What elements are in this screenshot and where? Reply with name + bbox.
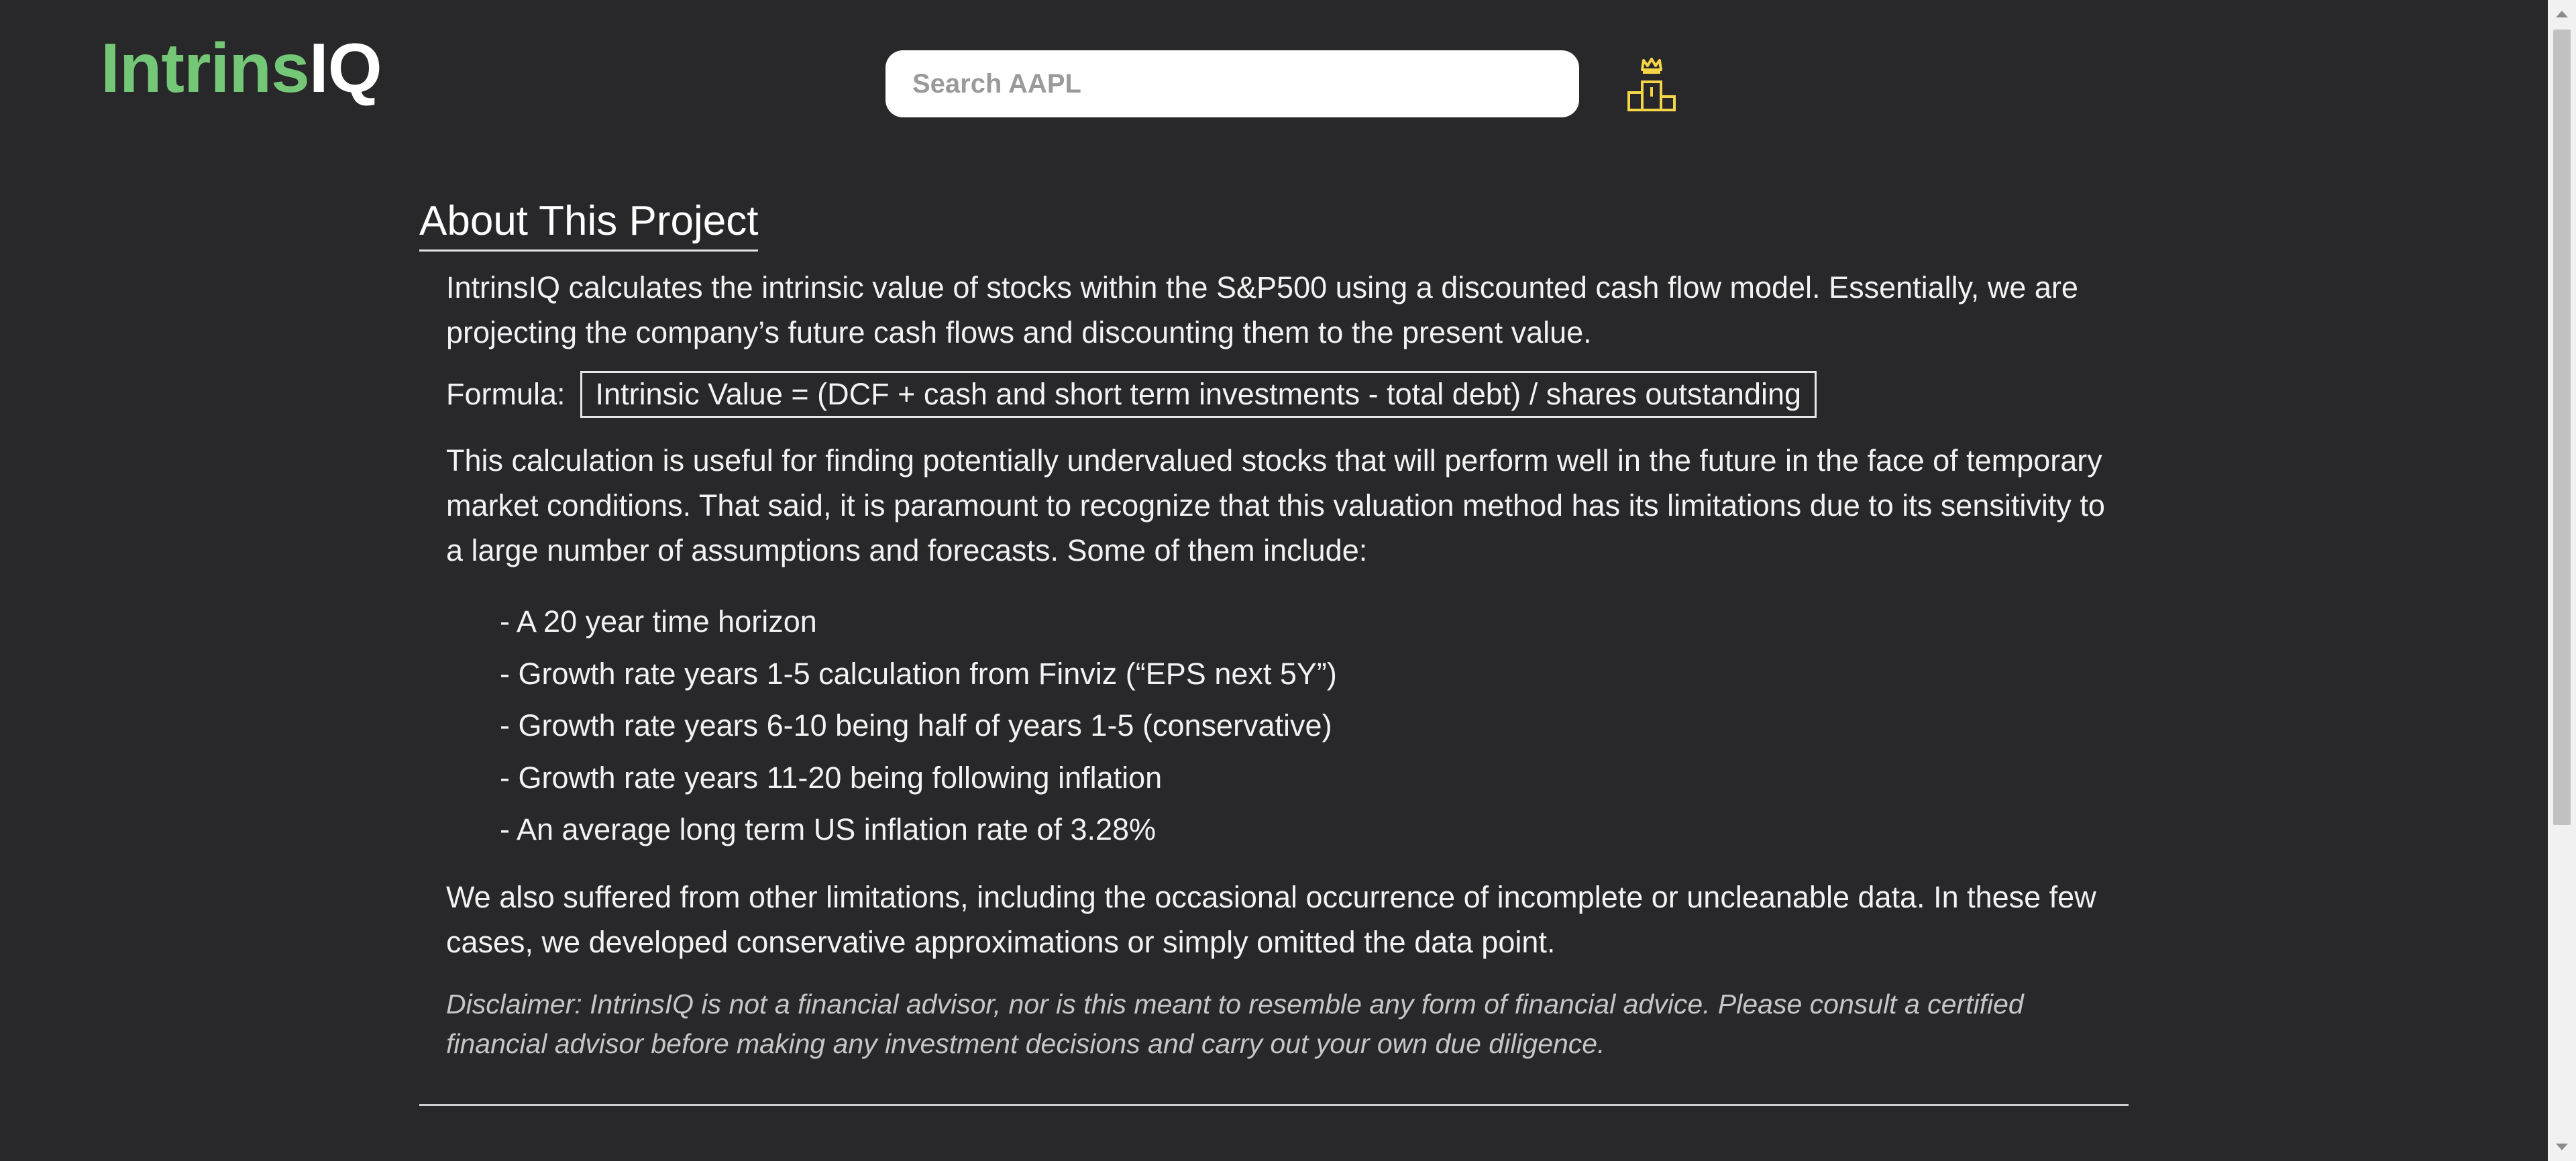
formula-label: Formula: <box>446 377 566 411</box>
list-item: - An average long term US inflation rate of 3.28% <box>500 812 1157 846</box>
about-section <box>419 195 2129 1106</box>
logo[interactable] <box>101 28 382 109</box>
intro-paragraph: IntrinsIQ calculates the intrinsic value of stocks within the S&P500 using a discounted cash flow model. Essentially, we are projecting the company’s future cash flows and discounting them to the present value. <box>446 270 2078 349</box>
about-body <box>446 265 2123 1064</box>
logo-text-iq: IQ <box>309 30 382 107</box>
formula-row <box>446 371 2123 418</box>
list-item: - Growth rate years 6-10 being half of years 1-5 (conservative) <box>500 708 1332 742</box>
scroll-thumb[interactable] <box>2553 30 2571 825</box>
leaderboard-button[interactable] <box>1626 56 1677 113</box>
disclaimer: Disclaimer: IntrinsIQ is not a financial advisor, nor is this meant to resemble any form of financial advice. Please consult a certified financial advisor before making any investment decisions and carry out your own due diligence. <box>446 988 2024 1059</box>
list-item: - Growth rate years 11-20 being following inflation <box>500 760 1163 795</box>
assumptions-list <box>446 596 2123 856</box>
list-item: - Growth rate years 1-5 calculation from Finviz (“EPS next 5Y”) <box>500 656 1337 691</box>
logo-text-intrins: Intrins <box>101 30 309 107</box>
search-bar <box>885 50 1579 117</box>
section-divider <box>419 1104 2129 1106</box>
limitations-paragraph: We also suffered from other limitations, including the occasional occurrence of incomplete or uncleanable data. In these few cases, we developed conservative approximations or simply omitted the data point. <box>446 879 2096 959</box>
list-item: - A 20 year time horizon <box>500 604 817 639</box>
usefulness-paragraph: This calculation is useful for finding potentially undervalued stocks that will perform well in the future in the face of temporary market conditions. That said, it is paramount to recognize that this valuation method has its limitations due to its sensitivity to a large number of assumptions and forecasts. Some of them include: <box>446 443 2105 567</box>
formula-box: Intrinsic Value = (DCF + cash and short term investments - total debt) / shares outstanding <box>580 371 1817 418</box>
search-input[interactable] <box>885 50 1579 117</box>
scroll-down-arrow[interactable] <box>2548 1133 2576 1161</box>
podium-crown-icon <box>1626 56 1677 113</box>
vertical-scrollbar[interactable] <box>2548 0 2576 1161</box>
scroll-up-arrow[interactable] <box>2548 0 2576 28</box>
about-heading: About This Project <box>419 195 758 252</box>
